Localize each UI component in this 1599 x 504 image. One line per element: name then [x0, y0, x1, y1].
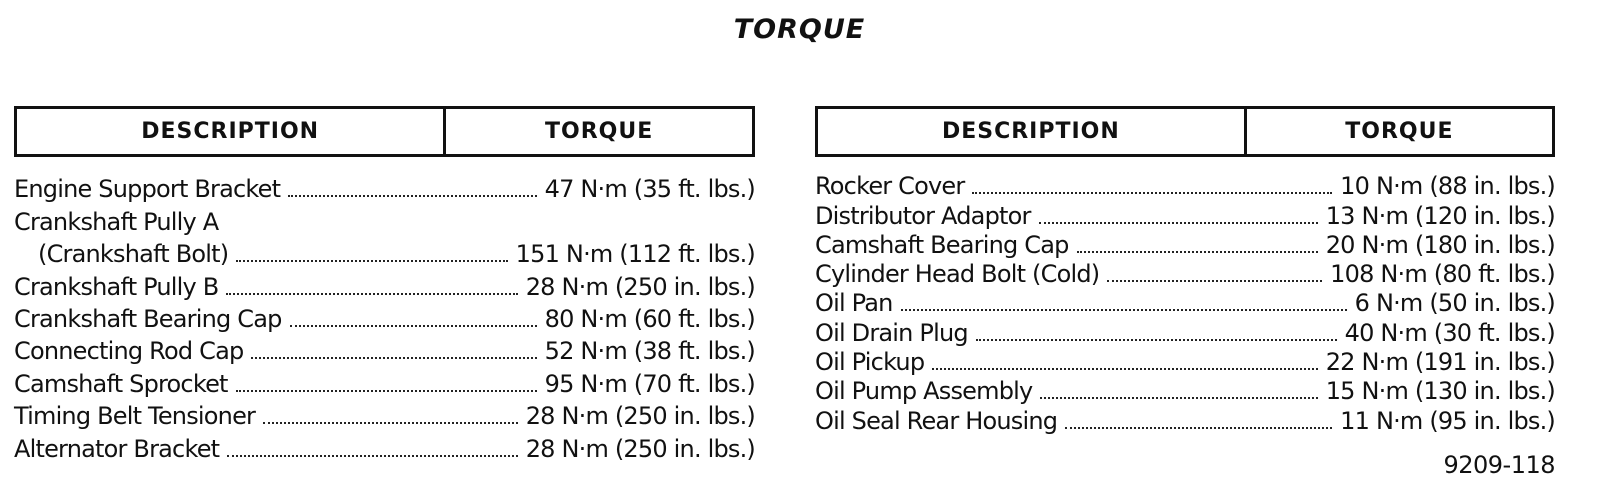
row-description: Oil Seal Rear Housing: [815, 406, 1058, 435]
row-description: Oil Pan: [815, 289, 893, 318]
row-description: Oil Pump Assembly: [815, 377, 1033, 406]
dot-leader: [227, 455, 517, 457]
dot-leader: [1065, 427, 1332, 429]
table-row: [14, 333, 755, 365]
row-torque: 28 N·m (250 in. lbs.): [525, 272, 755, 301]
dot-leader: [226, 293, 517, 295]
dot-leader: [251, 357, 536, 359]
row-description: (Crankshaft Bolt): [38, 240, 229, 269]
dot-leader: [236, 260, 507, 262]
dot-leader: [1040, 397, 1317, 399]
table-row: [815, 317, 1555, 346]
description-column-header: DESCRIPTION: [17, 109, 446, 154]
table-row: [14, 236, 755, 268]
row-description: Oil Drain Plug: [815, 318, 968, 347]
table-rows: [815, 171, 1555, 435]
row-torque: 10 N·m (88 in. lbs.): [1340, 172, 1555, 201]
row-torque: 22 N·m (191 in. lbs.): [1325, 348, 1555, 377]
row-description: Alternator Bracket: [14, 434, 220, 463]
description-column-header: DESCRIPTION: [818, 109, 1247, 154]
table-header: [815, 106, 1555, 157]
row-description: Camshaft Sprocket: [14, 369, 228, 398]
row-torque: 80 N·m (60 ft. lbs.): [544, 304, 755, 333]
table-row: [14, 398, 755, 430]
table-row: [815, 288, 1555, 317]
table-row: [815, 200, 1555, 229]
table-row: [14, 268, 755, 300]
table-row: [815, 230, 1555, 259]
dot-leader: [288, 195, 536, 197]
row-torque: 108 N·m (80 ft. lbs.): [1330, 260, 1555, 289]
dot-leader: [901, 309, 1347, 311]
row-description: Camshaft Bearing Cap: [815, 230, 1069, 259]
row-torque: 11 N·m (95 in. lbs.): [1340, 406, 1555, 435]
row-torque: 95 N·m (70 ft. lbs.): [544, 369, 755, 398]
row-torque: 28 N·m (250 in. lbs.): [525, 434, 755, 463]
torque-column-header: TORQUE: [545, 119, 654, 144]
row-description: Crankshaft Bearing Cap: [14, 304, 282, 333]
torque-column-header: TORQUE: [1345, 119, 1454, 144]
table-header: [14, 106, 755, 157]
row-torque: 20 N·m (180 in. lbs.): [1325, 230, 1555, 259]
row-torque: 151 N·m (112 ft. lbs.): [515, 240, 755, 269]
row-description: Engine Support Bracket: [14, 175, 281, 204]
dot-leader: [972, 192, 1332, 194]
table-rows: [14, 171, 755, 463]
table-row: [14, 171, 755, 203]
dot-leader: [290, 325, 537, 327]
table-row: [815, 376, 1555, 405]
dot-leader: [1039, 222, 1318, 224]
row-torque: 47 N·m (35 ft. lbs.): [544, 175, 755, 204]
row-torque: 28 N·m (250 in. lbs.): [525, 402, 755, 431]
row-torque: 52 N·m (38 ft. lbs.): [544, 337, 755, 366]
row-torque: 13 N·m (120 in. lbs.): [1325, 201, 1555, 230]
row-description: Crankshaft Pully A: [14, 207, 219, 236]
table-row: [815, 405, 1555, 434]
row-description: Oil Pickup: [815, 348, 925, 377]
table-row: [14, 301, 755, 333]
right-torque-table: [815, 106, 1555, 435]
row-description: Connecting Rod Cap: [14, 337, 244, 366]
dot-leader: [1077, 251, 1318, 253]
left-torque-table: [14, 106, 755, 463]
row-description: Crankshaft Pully B: [14, 272, 219, 301]
row-description: Timing Belt Tensioner: [14, 402, 256, 431]
row-description: Rocker Cover: [815, 172, 965, 201]
row-torque: 15 N·m (130 in. lbs.): [1325, 377, 1555, 406]
row-description: Cylinder Head Bolt (Cold): [815, 260, 1100, 289]
row-description: Distributor Adaptor: [815, 201, 1031, 230]
page-title: TORQUE: [733, 14, 866, 45]
dot-leader: [976, 339, 1337, 341]
table-row: [14, 203, 755, 235]
row-torque: 40 N·m (30 ft. lbs.): [1344, 318, 1555, 347]
row-torque: 6 N·m (50 in. lbs.): [1354, 289, 1555, 318]
dot-leader: [263, 422, 518, 424]
table-row: [815, 347, 1555, 376]
table-row: [815, 259, 1555, 288]
dot-leader: [1107, 280, 1322, 282]
figure-number: 9209-118: [1443, 451, 1555, 479]
dot-leader: [932, 368, 1317, 370]
table-row: [815, 171, 1555, 200]
dot-leader: [236, 390, 537, 392]
table-row: [14, 430, 755, 462]
table-row: [14, 365, 755, 397]
